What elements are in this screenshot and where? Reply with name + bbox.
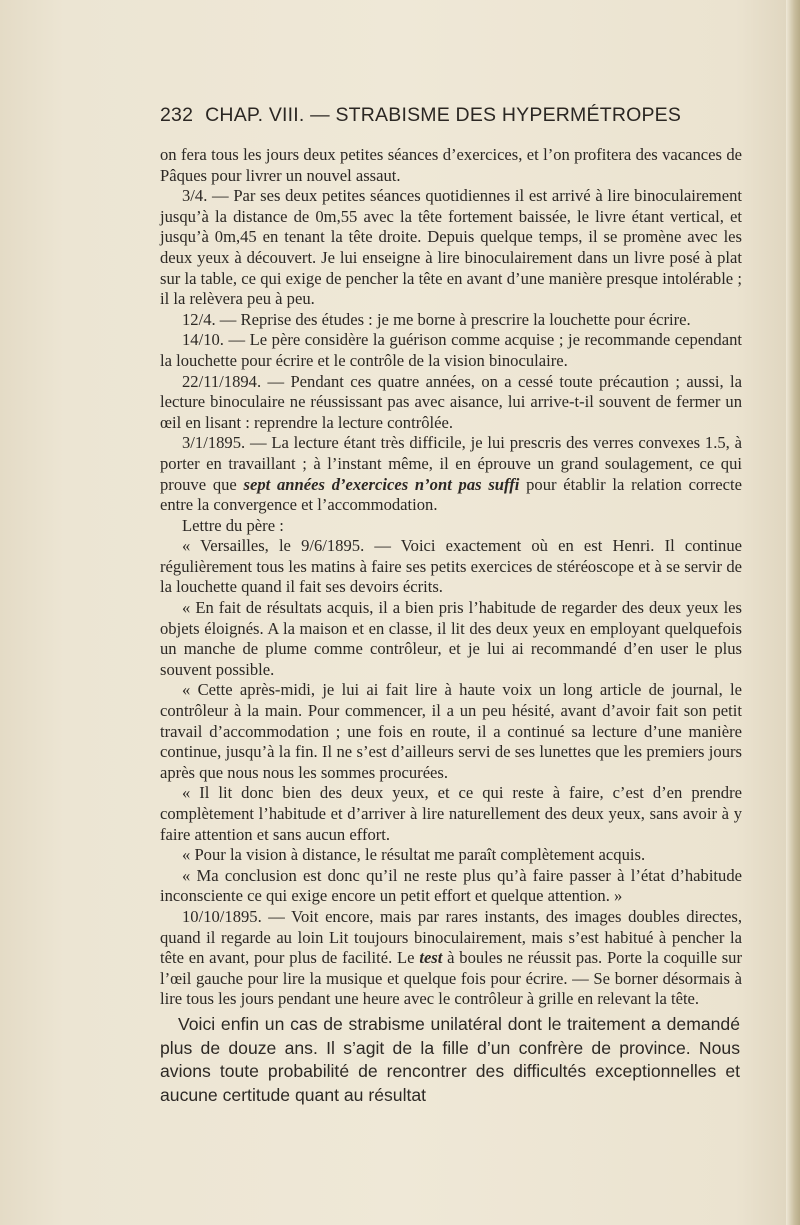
paragraph: « En fait de résultats acquis, il a bien pris l’habitude de regarder des deux yeux les objets éloignés. A la maison et en classe, il lit des deux yeux en employant quelquefois un manche de plume comme contrôleur, et je lui ai recommandé d’en user le plus souvent possible. — [160, 598, 742, 679]
paragraph: on fera tous les jours deux petites séances d’exercices, et l’on profitera des vacances de Pâques pour livrer un nouvel assaut. — [160, 145, 742, 185]
emphasis: test — [419, 948, 443, 968]
page-edge — [786, 0, 800, 1225]
text-run: 10/10/1895. — Voit encore, mais par rares instants, des images doubles directes, quand il regarde au loin Lit toujours binoculairement, mais s’est habitué à pencher la tête en avant, pour plus de facilité. Le — [160, 906, 742, 968]
page-number: 232 — [160, 104, 194, 126]
running-title: CHAP. VIII. — STRABISME DES HYPERMÉTROPES — [205, 104, 682, 126]
paragraph: Voici enfin un cas de strabisme unilatéral dont le traitement a demandé plus de douze ans. Il s’agit de la fille d’un confrère de province. Nous avions toute probabilité de rencontrer des difficultés exceptionnelles et aucune certitude quant au résultat — [160, 1014, 740, 1105]
paragraph — [160, 907, 742, 1010]
body-text — [160, 145, 742, 1010]
paragraph: « Cette après-midi, je lui ai fait lire à haute voix un long article de journal, le contrôleur à la main. Pour commencer, il a un peu hésité, avant d’avoir fait son petit travail d’accommodation ; une fois en route, il a continué sa lecture d’une manière continue, jusqu’à la fin. Il ne s’est d’ailleurs servi de ses lunettes que les premiers jours après que nous nous les sommes procurées. — [160, 680, 742, 782]
text-run: 3/1/1895. — La lecture étant très difficile, je lui prescris des verres convexes 1.5, à porter en travaillant ; à l’instant même, il en éprouve un grand soulagement, ce qui prouve que — [160, 433, 742, 494]
paragraph: 22/11/1894. — Pendant ces quatre années, on a cessé toute précaution ; aussi, la lecture binoculaire ne réussissant pas avec aisance, lui arrive-t-il souvent de fermer un œil en lisant : reprendre la lecture contrôlée. — [160, 371, 742, 432]
paragraph: 3/4. — Par ses deux petites séances quotidiennes il est arrivé à lire binoculairement jusqu’à la distance de 0m,55 avec la tête fortement baissée, le livre étant vertical, et jusqu’à 0m,45 en tenant la tête droite. Depuis quelque temps, il se promène avec les deux yeux à découvert. Je lui enseigne à lire binoculairement dans un livre posé à plat sur la table, ce qui exige de pencher la tête en avant d’une manière presque intolérable ; il la relèvera peu à peu. — [160, 186, 742, 309]
paragraph: « Versailles, le 9/6/1895. — Voici exactement où en est Henri. Il continue régulièrement tous les matins à faire ses petits exercices de stéréoscope et à se servir de la louchette quand il fait ses devoirs écrits. — [160, 536, 742, 597]
paragraph: 12/4. — Reprise des études : je me borne à prescrire la louchette pour écrire. — [182, 309, 691, 329]
emphasis: sept années d’exercices n’ont pas suffi — [243, 474, 520, 494]
paragraph: « Il lit donc bien des deux yeux, et ce qui reste à faire, c’est d’en prendre complètement l’habitude et d’arriver à lire naturellement des deux yeux, sans avoir à y faire attention et sans aucun effort. — [160, 783, 742, 844]
paragraph: « Ma conclusion est donc qu’il ne reste plus qu’à faire passer à l’état d’habitude inconsciente ce qui exige encore un petit effort et quelque attention. » — [160, 865, 742, 906]
text-run: pour établir la relation correcte entre la convergence et l’accommodation. — [160, 474, 742, 515]
text-run: à boules ne réussit pas. Porte la coquille sur l’œil gauche pour lire la musique et quelque fois pour écrire. — Se borner désormais à lire tous les jours pendant une heure avec le contrôleur à grille en relevant la tête. — [160, 948, 742, 1009]
running-header — [160, 104, 740, 127]
paragraph: 14/10. — Le père considère la guérison comme acquise ; je recommande cependant la louchette pour écrire et le contrôle de la vision binoculaire. — [160, 330, 742, 370]
paragraph — [160, 433, 742, 515]
paragraph: Lettre du père : — [182, 515, 284, 535]
closing-paragraph — [160, 1013, 740, 1107]
paragraph: « Pour la vision à distance, le résultat me paraît complètement acquis. — [182, 845, 646, 865]
